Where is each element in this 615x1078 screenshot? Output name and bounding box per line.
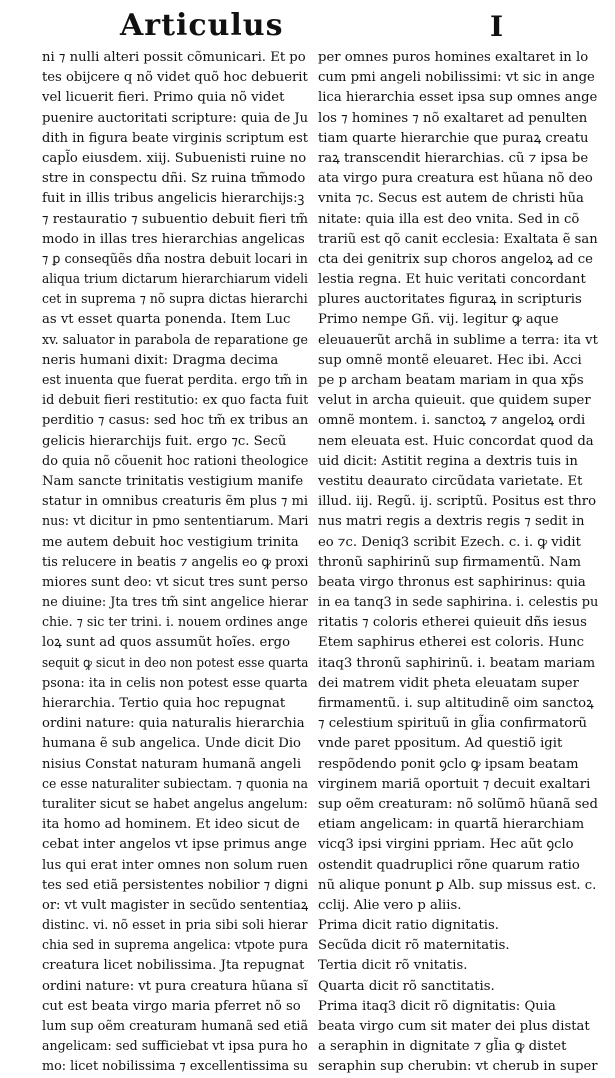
text-line: tes sed etiã persistentes nobilior ⁊ digni <box>42 877 308 893</box>
text-line: ata virgo pura creatura est hũana nõ deo <box>318 171 593 187</box>
text-line: tes obijcere q nõ videt quõ hoc debuerit <box>42 70 308 86</box>
text-line: do quia nõ cõuenit hoc rationi theologice <box>42 453 308 469</box>
text-line: vel licuerit fieri. Primo quia nõ videt <box>42 90 285 106</box>
text-line: pe p archam beatam mariam in qua xp̃s <box>318 373 584 388</box>
text-line: nũ alique ponunt ꝑ Alb. sup missus est. c. <box>318 877 597 893</box>
text-line: los ⁊ homines ⁊ nõ exaltaret ad penulten <box>318 110 588 126</box>
text-line: creatura licet nobilissima. Jta repugnat <box>42 958 305 974</box>
text-line: velut in archa quieuit. que quidem super <box>318 393 591 409</box>
text-line: illud. iij. Regũ. ij. scriptũ. Positus est thro <box>318 494 597 510</box>
text-line: humana ẽ sub angelica. Unde dicit Dio <box>42 736 301 752</box>
text-line: Secũda dicit rõ maternitatis. <box>318 938 510 954</box>
text-line: lus qui erat inter omnes non solum ruen <box>42 857 308 873</box>
text-line: Etem saphirus etherei est coloris. Hunc <box>318 635 584 651</box>
text-line: vicq3 ipsi virgini ppriam. Hec aũt ꝯclo <box>318 837 574 853</box>
running-title: Articulus <box>120 8 284 43</box>
text-line: gelicis hierarchijs fuit. ergo ⁊c. Secũ <box>42 433 287 449</box>
text-line: beata virgo thronus est saphirinus: quia <box>318 574 586 590</box>
text-line: tiam quarte hierarchie que puraꝝ creatu <box>318 130 589 146</box>
text-line: perditio ⁊ casus: sed hoc tm̃ ex tribus an <box>42 413 308 429</box>
text-line: ni ⁊ nulli alteri possit cõmunicari. Et po <box>42 50 306 65</box>
text-line: seraphin sup cherubin: vt cherub in super <box>318 1059 598 1075</box>
column-gutter <box>304 48 305 888</box>
text-line: turaliter sicut se habet angelus angelum: <box>42 796 308 812</box>
text-line: Prima itaq3 dicit rõ dignitatis: Quia <box>318 998 556 1014</box>
text-line: ita homo ad hominem. Et ideo sicut de <box>42 817 300 833</box>
text-line: ordini nature: quia naturalis hierarchia <box>42 716 305 732</box>
text-line: ordini nature: vt pura creatura hũana sĩ <box>42 978 308 994</box>
text-line: cut est beata virgo maria pferret nõ so <box>42 998 301 1014</box>
text-line: respõdendo ponit ꝯclo ꝙ ipsam beatam <box>318 756 579 772</box>
text-line: puenire auctoritati scripture: quia de Ju <box>42 110 308 126</box>
text-line: miores sunt deo: vt sicut tres sunt perso <box>42 574 308 590</box>
text-line: hierarchia. Tertio quia hoc repugnat <box>42 696 286 711</box>
text-line: ne diuine: Jta tres tm̃ sint angelice hierar <box>42 595 308 611</box>
text-line: dei matrem vidit pheta eleuatam super <box>318 675 579 691</box>
text-line: me autem debuit hoc vestigium trinita <box>42 534 299 550</box>
text-line: itaq3 thronũ saphirinũ. i. beatam mariam <box>318 655 596 671</box>
text-line: tis relucere in beatis ⁊ angelis eo ꝙ proxi <box>42 554 308 570</box>
text-line: angelicam: sed sufficiebat vt ipsa pura ho <box>42 1039 308 1055</box>
text-line: trariũ est qõ canit ecclesia: Exaltata ẽ san <box>318 231 598 247</box>
text-line: sup oẽm creaturam: nõ solũmõ hũanã sed <box>318 796 598 812</box>
text-line: dith in figura beate virginis scriptum est <box>42 130 308 146</box>
text-line: raꝝ transcendit hierarchias. cũ ⁊ ipsa be <box>318 150 589 166</box>
text-line: thronũ saphirinũ sup firmamentũ. Nam <box>318 554 581 570</box>
text-line: statur in omnibus creaturis ẽm plus ⁊ mi <box>42 494 308 510</box>
text-line: plures auctoritates figuraꝝ in scripturis <box>318 292 582 308</box>
text-line: ⁊ celestium spirituũ in gl̃ia confirmatorũ <box>318 716 588 732</box>
text-line: Prima dicit ratio dignitatis. <box>318 918 499 934</box>
text-line: psona: ita in celis non potest esse quarta <box>42 675 308 691</box>
text-line: eo ⁊c. Deniq3 scribit Ezech. c. i. ꝙ vidit <box>318 534 581 550</box>
text-line: ⁊ restauratio ⁊ subuentio debuit fieri tm̃ <box>42 211 308 227</box>
text-line: nitate: quia illa est deo vnita. Sed in cõ <box>318 211 580 227</box>
text-line: etiam angelicam: in quartã hierarchiam <box>318 817 585 833</box>
text-line: mo: licet nobilissima ⁊ excellentissima su <box>42 1059 308 1075</box>
text-line: est inuenta que fuerat perdita. ergo tm̃ in <box>42 373 308 388</box>
text-line: a seraphin in dignitate ⁊ gl̃ia ꝙ distet <box>318 1039 567 1055</box>
text-line: eleuauerũt archã in sublime a terra: ita vt <box>318 332 598 348</box>
text-line: distinc. vi. nõ esset in pria sibi soli hierar <box>42 918 308 934</box>
text-line: capl̃o eiusdem. xiij. Subuenisti ruine no <box>42 150 307 166</box>
text-line: vnita ⁊c. Secus est autem de christi hũa <box>318 191 584 207</box>
text-line: sup omnẽ montẽ eleuaret. Hec ibi. Acci <box>318 352 582 368</box>
text-line: chie. ⁊ sic ter trini. i. nouem ordines ange <box>42 615 308 631</box>
text-line: aliqua trium dictarum hierarchiarum videli <box>42 272 308 288</box>
text-line: vnde paret ppositum. Ad questiõ igit <box>318 736 563 752</box>
text-line: per omnes puros homines exaltaret in lo <box>318 50 589 65</box>
text-line: or: vt vult magister in secũdo sententiaꝝ <box>42 897 308 913</box>
text-line: cet in suprema ⁊ nõ supra dictas hierarchi <box>42 292 308 308</box>
text-line: omnẽ montem. i. sanctoꝝ ⁊ angeloꝝ ordi <box>318 413 586 429</box>
text-line: Quarta dicit rõ sanctitatis. <box>318 978 495 994</box>
text-line: modo in illas tres hierarchias angelicas <box>42 231 305 247</box>
text-line: Tertia dicit rõ vnitatis. <box>318 958 468 974</box>
text-line: stre in conspectu dñi. Sz ruina tm̃modo <box>42 171 306 187</box>
text-line: nisius Constat naturam humanã angeli <box>42 756 302 772</box>
text-line: lica hierarchia esset ipsa sup omnes ange <box>318 90 598 106</box>
text-line: vestitu deaurato circũdata varietate. Et <box>318 473 583 489</box>
text-line: as vt esset quarta ponenda. Item Luc <box>42 312 291 328</box>
text-line: lestia regna. Et huic veritati concordant <box>318 272 586 288</box>
text-line: firmamentũ. i. sup altitudinẽ oim sanctoꝝ <box>318 696 594 711</box>
text-line: sequit ꝙ sicut in deo non potest esse quarta <box>42 655 308 671</box>
text-line: cta dei genitrix sup choros angeloꝝ ad ce <box>318 251 593 267</box>
text-line: loꝝ sunt ad quos assumũt hoĩes. ergo <box>42 635 291 651</box>
text-line: Nam sancte trinitatis vestigium manife <box>42 473 304 489</box>
text-line: ⁊ ꝑ conseqũẽs dña nostra debuit locari in <box>42 251 308 267</box>
text-line: beata virgo cum sit mater dei plus distat <box>318 1019 590 1034</box>
text-line: ostendit quadruplici rõne quarum ratio <box>318 857 580 873</box>
text-line: virginem mariã oportuit ⁊ decuit exaltari <box>318 776 591 792</box>
right-text-column <box>318 48 598 1078</box>
text-line: nus matri regis a dextris regis ⁊ sedit in <box>318 514 585 530</box>
left-text-column <box>42 48 308 1078</box>
text-line: uid dicit: Astitit regina a dextris tuis in <box>318 453 578 469</box>
text-line: Primo nempe Gñ. vij. legitur ꝙ aque <box>318 312 559 328</box>
text-line: ce esse naturaliter subiectam. ⁊ quonia na <box>42 776 308 792</box>
text-line: cum pmi angeli nobilissimi: vt sic in ange <box>318 70 595 86</box>
text-line: id debuit fieri restitutio: ex quo facta fuit <box>42 393 308 409</box>
text-line: ritatis ⁊ coloris etherei quieuit dñs iesus <box>318 615 587 631</box>
text-line: nus: vt dicitur in pmo sententiarum. Mari <box>42 514 308 530</box>
text-line: lum sup oẽm creaturam humanã sed etiã <box>42 1019 308 1034</box>
text-line: chia sed in suprema angelica: vtpote pura <box>42 938 308 954</box>
text-line: cclij. Alie vero p aliis. <box>318 897 462 913</box>
text-line: xv. saluator in parabola de reparatione ge <box>42 332 308 348</box>
text-line: cebat inter angelos vt ipse primus ange <box>42 837 307 853</box>
text-line: neris humani dixit: Dragma decima <box>42 352 279 368</box>
folio-number: I <box>490 10 504 43</box>
text-line: fuit in illis tribus angelicis hierarchijs:ꝫ <box>42 191 305 207</box>
text-line: in ea tanq3 in sede saphirina. i. celestis pu <box>318 595 598 611</box>
text-line: nem eleuata est. Huic concordat quod da <box>318 433 594 449</box>
